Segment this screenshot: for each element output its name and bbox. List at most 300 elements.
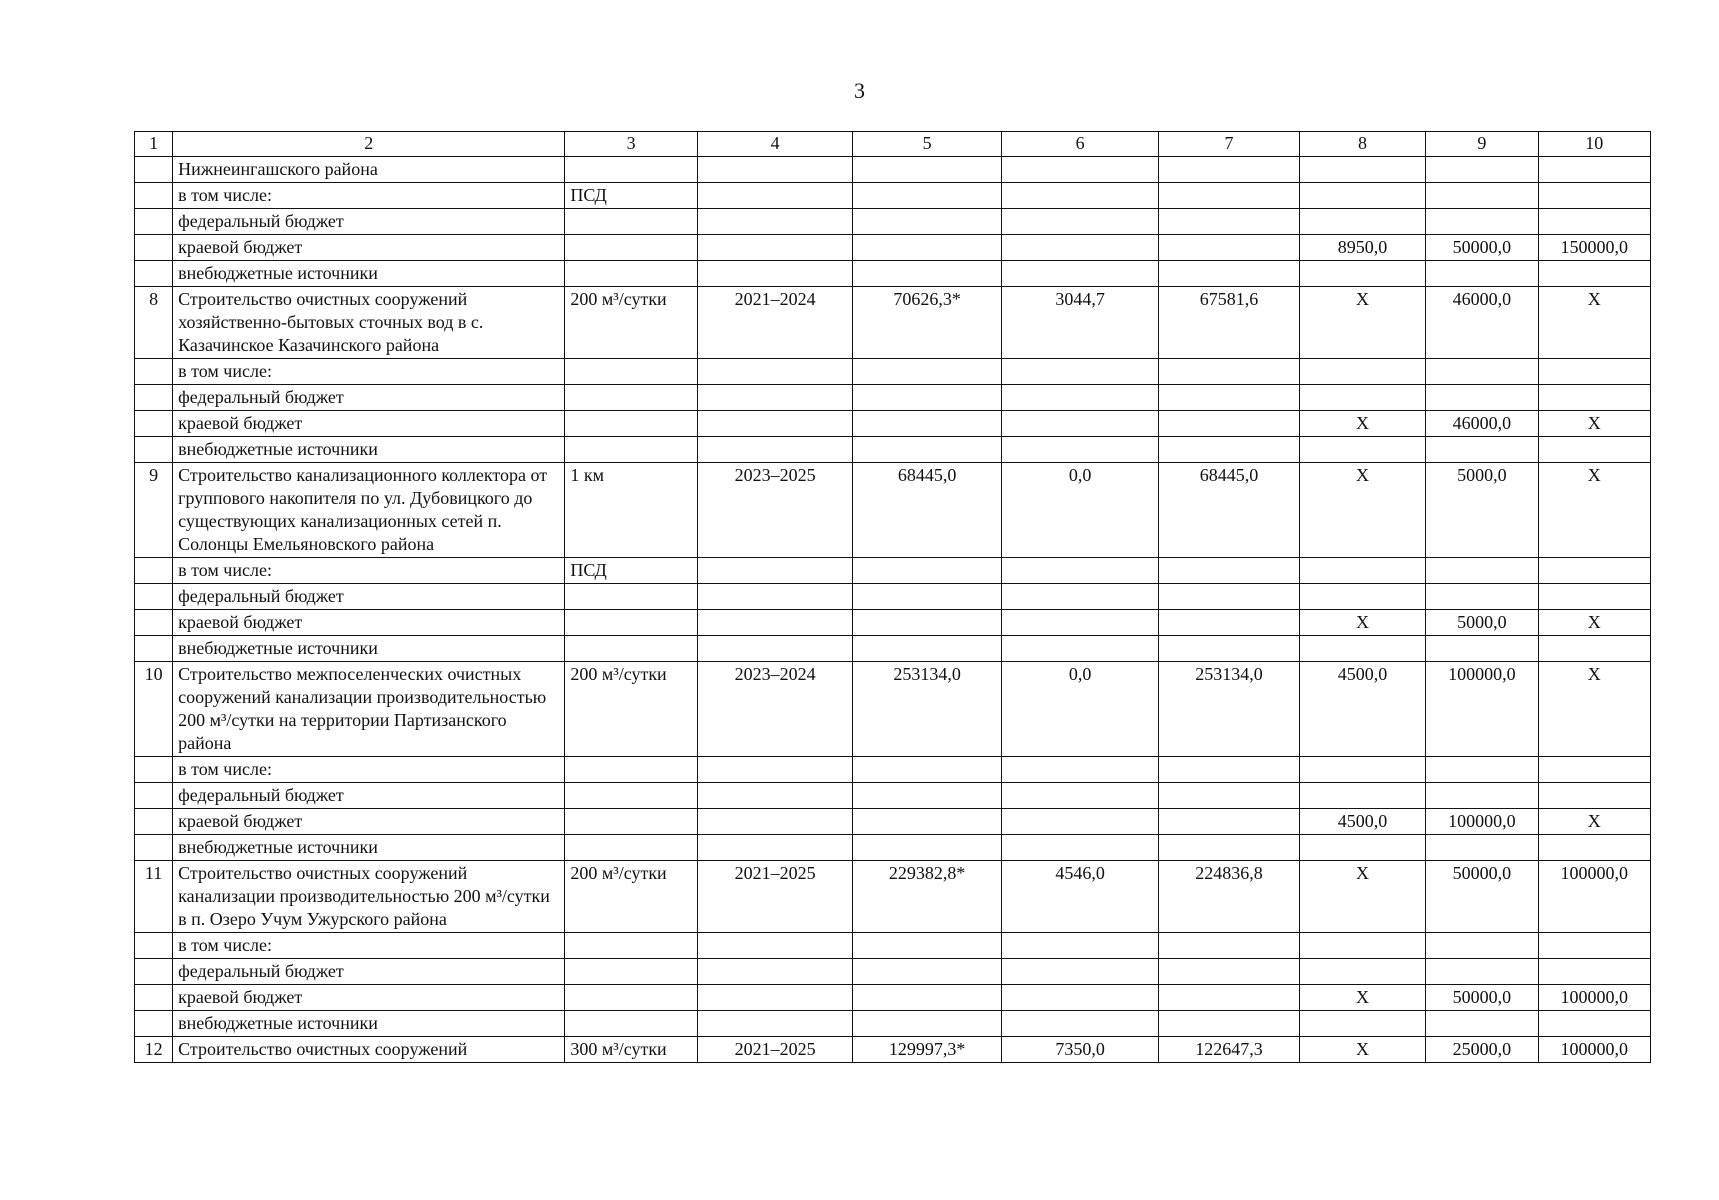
table-cell: 4500,0: [1299, 662, 1425, 757]
table-cell: в том числе:: [173, 183, 565, 209]
table-cell: 10: [135, 662, 173, 757]
budget-row: [135, 959, 1651, 985]
table-cell: ПСД: [565, 558, 697, 584]
table-cell: 2021–2024: [697, 287, 853, 359]
table-cell: [697, 959, 853, 985]
table-body: [135, 132, 1651, 1063]
table-cell: [853, 636, 1001, 662]
table-cell: [1538, 933, 1650, 959]
header-cell-8: 8: [1299, 132, 1425, 157]
table-cell: [697, 157, 853, 183]
table-cell: [135, 959, 173, 985]
table-cell: 100000,0: [1538, 985, 1650, 1011]
table-cell: X: [1299, 985, 1425, 1011]
table-cell: [1299, 385, 1425, 411]
table-cell: [1001, 261, 1159, 287]
table-cell: [1159, 359, 1299, 385]
table-cell: [697, 411, 853, 437]
table-cell: [135, 933, 173, 959]
table-cell: [565, 157, 697, 183]
table-cell: [1426, 933, 1538, 959]
table-cell: 150000,0: [1538, 235, 1650, 261]
table-cell: [565, 261, 697, 287]
table-cell: [565, 783, 697, 809]
table-cell: Строительство очистных сооружений канализации производительностью 200 м³/сутки в п. Озеро Учум Ужурского района: [173, 861, 565, 933]
table-cell: [1299, 209, 1425, 235]
table-cell: [1426, 757, 1538, 783]
table-cell: [853, 584, 1001, 610]
table-cell: [1001, 636, 1159, 662]
page-number: 3: [854, 78, 865, 103]
table-cell: [1538, 558, 1650, 584]
table-cell: [1159, 411, 1299, 437]
table-cell: Строительство канализационного коллектора от группового накопителя по ул. Дубовицкого до существующих канализационных сетей п. Солонцы Емельяновского района: [173, 463, 565, 558]
table-cell: [135, 584, 173, 610]
table-cell: [853, 783, 1001, 809]
table-cell: [853, 157, 1001, 183]
table-cell: федеральный бюджет: [173, 584, 565, 610]
table-cell: 68445,0: [1159, 463, 1299, 558]
table-cell: внебюджетные источники: [173, 437, 565, 463]
budget-row: [135, 835, 1651, 861]
table-cell: [1426, 183, 1538, 209]
table-cell: [565, 985, 697, 1011]
table-cell: [1159, 584, 1299, 610]
table-cell: 0,0: [1001, 662, 1159, 757]
table-cell: внебюджетные источники: [173, 636, 565, 662]
table-cell: 300 м³/сутки: [565, 1037, 697, 1063]
object-row: [135, 861, 1651, 933]
table-cell: [1426, 558, 1538, 584]
header-cell-6: 6: [1001, 132, 1159, 157]
table-cell: [1299, 959, 1425, 985]
table-cell: [1001, 385, 1159, 411]
table-cell: X: [1299, 861, 1425, 933]
table-cell: [135, 610, 173, 636]
table-cell: [1159, 610, 1299, 636]
table-cell: [853, 411, 1001, 437]
table-cell: [135, 809, 173, 835]
table-cell: [1299, 933, 1425, 959]
table-cell: [1426, 584, 1538, 610]
table-cell: 1 км: [565, 463, 697, 558]
table-cell: [565, 959, 697, 985]
table-cell: в том числе:: [173, 757, 565, 783]
table-cell: X: [1538, 287, 1650, 359]
table-cell: X: [1538, 662, 1650, 757]
table-cell: [1299, 261, 1425, 287]
table-cell: 5000,0: [1426, 463, 1538, 558]
table-cell: в том числе:: [173, 933, 565, 959]
table-cell: 0,0: [1001, 463, 1159, 558]
header-cell-2: 2: [173, 132, 565, 157]
table-cell: [1159, 261, 1299, 287]
table-cell: 4500,0: [1299, 809, 1425, 835]
header-row: [135, 132, 1651, 157]
table-cell: 100000,0: [1426, 662, 1538, 757]
table-cell: [565, 359, 697, 385]
table-cell: [1001, 209, 1159, 235]
table-cell: [1538, 1011, 1650, 1037]
table-cell: [565, 757, 697, 783]
table-cell: X: [1299, 610, 1425, 636]
table-cell: [135, 411, 173, 437]
table-cell: [853, 1011, 1001, 1037]
table-cell: [1159, 835, 1299, 861]
table-cell: [697, 933, 853, 959]
table-cell: Строительство очистных сооружений хозяйственно-бытовых сточных вод в с. Казачинское Казачинского района: [173, 287, 565, 359]
budget-row: [135, 558, 1651, 584]
table-cell: [1299, 183, 1425, 209]
table-cell: [1159, 157, 1299, 183]
budget-row: [135, 261, 1651, 287]
table-cell: 8950,0: [1299, 235, 1425, 261]
table-cell: [697, 359, 853, 385]
table-cell: [565, 809, 697, 835]
table-cell: [1299, 157, 1425, 183]
table-cell: [1001, 235, 1159, 261]
table-cell: 70626,3*: [853, 287, 1001, 359]
table-cell: [1299, 757, 1425, 783]
table-cell: Нижнеингашского района: [173, 157, 565, 183]
table-cell: [1299, 584, 1425, 610]
table-cell: [565, 933, 697, 959]
table-cell: 12: [135, 1037, 173, 1063]
table-cell: [135, 235, 173, 261]
budget-row: [135, 933, 1651, 959]
table-cell: [565, 610, 697, 636]
table-cell: [1538, 835, 1650, 861]
table-cell: 224836,8: [1159, 861, 1299, 933]
table-cell: 253134,0: [853, 662, 1001, 757]
table-cell: 46000,0: [1426, 411, 1538, 437]
table-cell: [853, 757, 1001, 783]
table-cell: внебюджетные источники: [173, 261, 565, 287]
header-cell-3: 3: [565, 132, 697, 157]
budget-row: [135, 183, 1651, 209]
table-cell: [1159, 437, 1299, 463]
table-cell: Строительство очистных сооружений: [173, 1037, 565, 1063]
table-cell: [1538, 757, 1650, 783]
table-cell: [1538, 385, 1650, 411]
table-cell: [853, 385, 1001, 411]
budget-row: [135, 385, 1651, 411]
table-cell: [1001, 610, 1159, 636]
table-cell: [697, 385, 853, 411]
table-cell: X: [1538, 610, 1650, 636]
table-cell: [1159, 1011, 1299, 1037]
table-cell: [1159, 385, 1299, 411]
object-row: [135, 1037, 1651, 1063]
table-cell: X: [1299, 287, 1425, 359]
table-cell: 2023–2024: [697, 662, 853, 757]
table-cell: [1159, 985, 1299, 1011]
table-cell: федеральный бюджет: [173, 209, 565, 235]
table-cell: [853, 809, 1001, 835]
table-cell: [1538, 636, 1650, 662]
table-cell: [1426, 385, 1538, 411]
table-cell: внебюджетные источники: [173, 835, 565, 861]
table-cell: в том числе:: [173, 558, 565, 584]
table-cell: [1001, 959, 1159, 985]
table-cell: [1426, 959, 1538, 985]
table-cell: [1426, 783, 1538, 809]
table-cell: [1159, 783, 1299, 809]
table-cell: 253134,0: [1159, 662, 1299, 757]
table-cell: [853, 985, 1001, 1011]
table-cell: [1538, 183, 1650, 209]
table-cell: 68445,0: [853, 463, 1001, 558]
table-cell: [1426, 437, 1538, 463]
table-cell: [1299, 437, 1425, 463]
table-cell: 67581,6: [1159, 287, 1299, 359]
budget-row: [135, 783, 1651, 809]
table-cell: [135, 783, 173, 809]
table-cell: [853, 835, 1001, 861]
table-cell: [565, 1011, 697, 1037]
table-cell: [565, 235, 697, 261]
table-cell: X: [1538, 411, 1650, 437]
table-cell: 7350,0: [1001, 1037, 1159, 1063]
table-cell: [1299, 835, 1425, 861]
table-cell: [1159, 809, 1299, 835]
table-cell: краевой бюджет: [173, 411, 565, 437]
table-cell: [1159, 183, 1299, 209]
table-cell: [1159, 933, 1299, 959]
table-cell: [565, 636, 697, 662]
table-cell: X: [1538, 809, 1650, 835]
table-cell: [853, 959, 1001, 985]
table-cell: [1159, 959, 1299, 985]
table-cell: [1538, 359, 1650, 385]
table-cell: [135, 636, 173, 662]
table-cell: [1426, 209, 1538, 235]
table-cell: краевой бюджет: [173, 985, 565, 1011]
table-cell: [1001, 835, 1159, 861]
table-cell: 9: [135, 463, 173, 558]
header-cell-1: 1: [135, 132, 173, 157]
table-cell: [697, 809, 853, 835]
table-cell: [853, 933, 1001, 959]
table-cell: [1538, 209, 1650, 235]
table-cell: 50000,0: [1426, 861, 1538, 933]
budget-row: [135, 437, 1651, 463]
table-cell: 129997,3*: [853, 1037, 1001, 1063]
table-cell: [1001, 359, 1159, 385]
table-cell: внебюджетные источники: [173, 1011, 565, 1037]
table-cell: [1538, 437, 1650, 463]
table-cell: 8: [135, 287, 173, 359]
table-cell: [697, 558, 853, 584]
table-cell: [853, 558, 1001, 584]
table-cell: [1001, 757, 1159, 783]
table-cell: [1538, 584, 1650, 610]
table-cell: [135, 157, 173, 183]
table-cell: 5000,0: [1426, 610, 1538, 636]
budget-row: [135, 1011, 1651, 1037]
table-cell: [697, 636, 853, 662]
budget-row: [135, 610, 1651, 636]
table-cell: [697, 437, 853, 463]
table-cell: федеральный бюджет: [173, 783, 565, 809]
table-cell: [135, 985, 173, 1011]
table-cell: [1426, 636, 1538, 662]
table-cell: [1159, 558, 1299, 584]
table-cell: [135, 261, 173, 287]
table-cell: [1001, 933, 1159, 959]
table-cell: 100000,0: [1538, 1037, 1650, 1063]
table-cell: [697, 209, 853, 235]
table-cell: [565, 835, 697, 861]
table-cell: [697, 985, 853, 1011]
table-cell: [853, 209, 1001, 235]
table-cell: 25000,0: [1426, 1037, 1538, 1063]
table-cell: [853, 437, 1001, 463]
table-cell: [1538, 261, 1650, 287]
table-cell: X: [1299, 463, 1425, 558]
table-cell: 3044,7: [1001, 287, 1159, 359]
table-cell: [697, 757, 853, 783]
table-cell: 100000,0: [1538, 861, 1650, 933]
budget-row: [135, 757, 1651, 783]
table-cell: [1001, 985, 1159, 1011]
header-cell-5: 5: [853, 132, 1001, 157]
table-cell: 100000,0: [1426, 809, 1538, 835]
budget-row: [135, 209, 1651, 235]
table-cell: 2023–2025: [697, 463, 853, 558]
table-cell: краевой бюджет: [173, 809, 565, 835]
table-cell: краевой бюджет: [173, 235, 565, 261]
table-cell: [135, 183, 173, 209]
table-cell: [565, 385, 697, 411]
object-row: [135, 287, 1651, 359]
table-cell: [697, 783, 853, 809]
table-cell: в том числе:: [173, 359, 565, 385]
table-cell: [565, 209, 697, 235]
table-cell: X: [1299, 411, 1425, 437]
table-cell: [853, 610, 1001, 636]
table-cell: 2021–2025: [697, 861, 853, 933]
table-cell: [1159, 235, 1299, 261]
table-cell: [1538, 959, 1650, 985]
budget-row: [135, 985, 1651, 1011]
table-cell: [1538, 157, 1650, 183]
budget-row: [135, 235, 1651, 261]
table-cell: 50000,0: [1426, 235, 1538, 261]
table-cell: [1299, 558, 1425, 584]
table-cell: [1426, 359, 1538, 385]
table-cell: [1299, 636, 1425, 662]
table-cell: 2021–2025: [697, 1037, 853, 1063]
budget-row: [135, 584, 1651, 610]
table-cell: [135, 1011, 173, 1037]
table-cell: [1299, 1011, 1425, 1037]
table-cell: 200 м³/сутки: [565, 662, 697, 757]
table-cell: [853, 261, 1001, 287]
table-cell: 229382,8*: [853, 861, 1001, 933]
header-cell-9: 9: [1426, 132, 1538, 157]
table-cell: 46000,0: [1426, 287, 1538, 359]
table-cell: [1299, 359, 1425, 385]
table-cell: 11: [135, 861, 173, 933]
header-cell-4: 4: [697, 132, 853, 157]
table-cell: [565, 584, 697, 610]
table-cell: [135, 437, 173, 463]
table-cell: [135, 385, 173, 411]
table-cell: [853, 183, 1001, 209]
table-cell: [1159, 209, 1299, 235]
table-cell: 200 м³/сутки: [565, 287, 697, 359]
table-cell: [1001, 437, 1159, 463]
table-cell: [697, 835, 853, 861]
table-cell: [697, 584, 853, 610]
table-cell: [135, 558, 173, 584]
table-cell: [565, 411, 697, 437]
header-cell-7: 7: [1159, 132, 1299, 157]
header-cell-10: 10: [1538, 132, 1650, 157]
table-cell: [1538, 783, 1650, 809]
table-cell: [853, 235, 1001, 261]
table-cell: [135, 359, 173, 385]
table-cell: [135, 757, 173, 783]
budget-row: [135, 636, 1651, 662]
table-cell: краевой бюджет: [173, 610, 565, 636]
table-cell: [1426, 1011, 1538, 1037]
table-cell: [1001, 157, 1159, 183]
table-cell: [1001, 783, 1159, 809]
table-cell: 122647,3: [1159, 1037, 1299, 1063]
budget-table: [134, 131, 1651, 1063]
table-cell: ПСД: [565, 183, 697, 209]
budget-row: [135, 809, 1651, 835]
table-cell: [697, 183, 853, 209]
table-cell: [135, 209, 173, 235]
table-cell: [565, 437, 697, 463]
table-cell: 4546,0: [1001, 861, 1159, 933]
table-cell: федеральный бюджет: [173, 959, 565, 985]
table-cell: X: [1538, 463, 1650, 558]
table-cell: [1001, 1011, 1159, 1037]
table-cell: [1001, 183, 1159, 209]
table-cell: Строительство межпоселенческих очистных сооружений канализации производительностью 200 м³/сутки на территории Партизанского района: [173, 662, 565, 757]
table-cell: федеральный бюджет: [173, 385, 565, 411]
table-cell: [1001, 558, 1159, 584]
table-cell: [1426, 157, 1538, 183]
budget-row: [135, 359, 1651, 385]
table-cell: [697, 610, 853, 636]
table-cell: 50000,0: [1426, 985, 1538, 1011]
object-row: [135, 463, 1651, 558]
budget-row: [135, 157, 1651, 183]
table-cell: [1001, 809, 1159, 835]
table-cell: [853, 359, 1001, 385]
table-cell: [1426, 261, 1538, 287]
object-row: [135, 662, 1651, 757]
table-cell: [1001, 584, 1159, 610]
table-cell: [1159, 636, 1299, 662]
table-cell: [697, 261, 853, 287]
table-cell: [1426, 835, 1538, 861]
table-cell: [1159, 757, 1299, 783]
table-cell: [1001, 411, 1159, 437]
table-cell: [697, 1011, 853, 1037]
table-cell: X: [1299, 1037, 1425, 1063]
table-cell: [1299, 783, 1425, 809]
table-cell: [697, 235, 853, 261]
budget-row: [135, 411, 1651, 437]
table-cell: [135, 835, 173, 861]
table-cell: 200 м³/сутки: [565, 861, 697, 933]
